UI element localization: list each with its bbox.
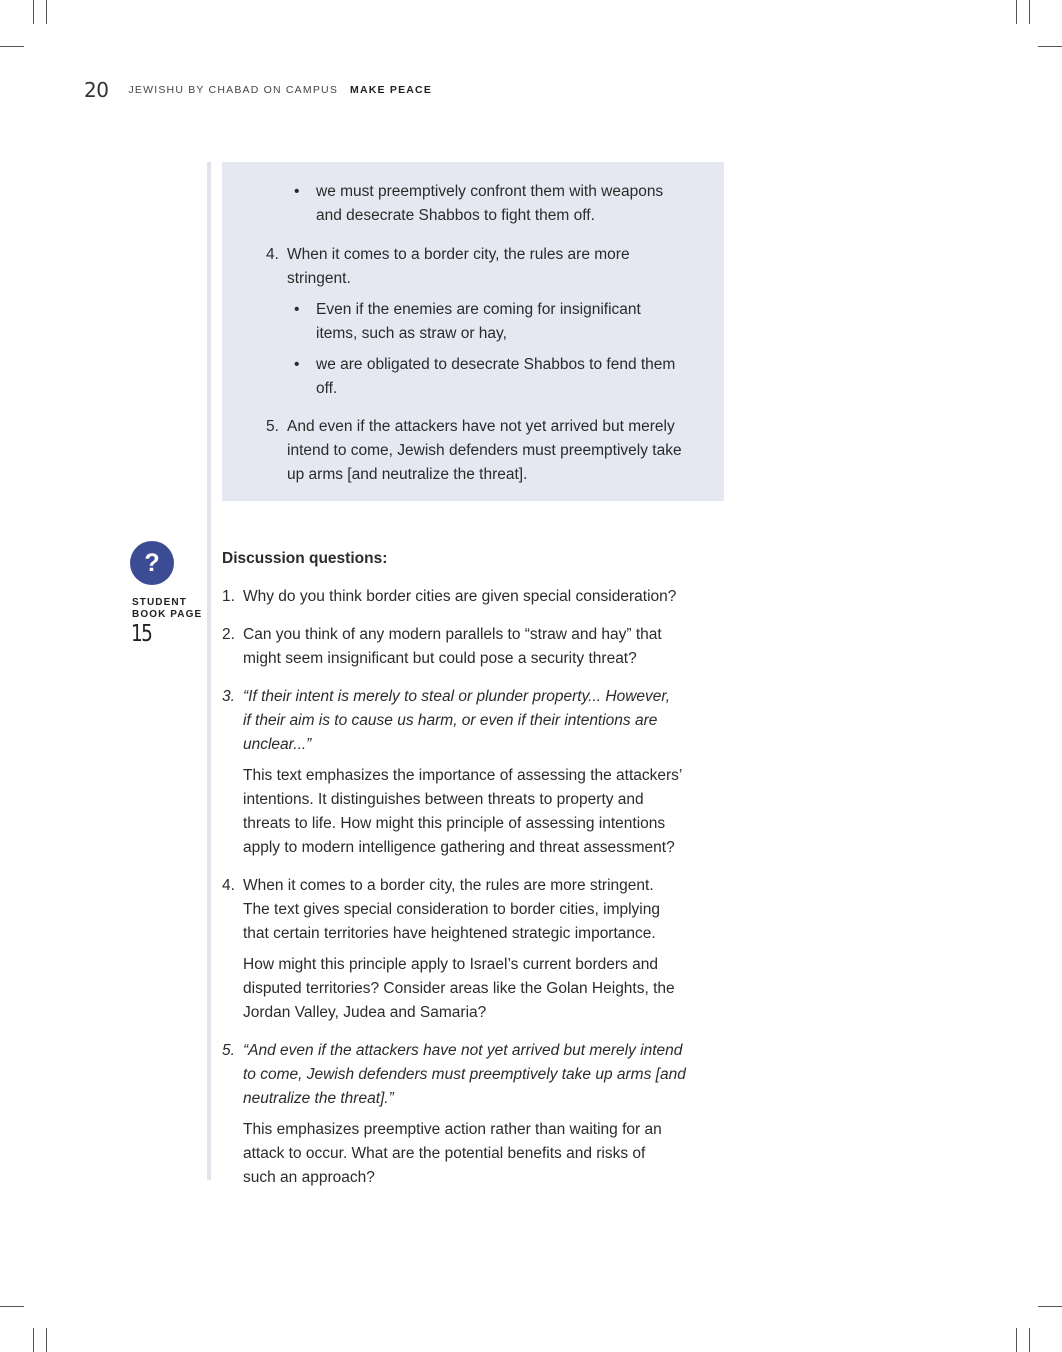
bullet-dot: • (294, 301, 300, 318)
question-4-commentary: How might this principle apply to Israel’s current borders and disputed territories? Consider areas like the Golan Heights, the Jordan Valley, Judea and Samaria? (243, 956, 675, 1021)
crop-mark (1038, 46, 1062, 47)
crop-mark (1029, 1328, 1030, 1352)
crop-mark (0, 46, 24, 47)
question-5: 5. “And even if the attackers have not yet arrived but merely intend to come, Jewish defenders must preemptively take up arms [and neutralize the threat].” (222, 1042, 686, 1107)
crop-mark (33, 0, 34, 24)
chapter-title: MAKE PEACE (350, 84, 433, 96)
page-number: 20 (84, 78, 109, 102)
crop-mark (1038, 1306, 1062, 1307)
bullet-item: • Even if the enemies are coming for insignificant items, such as straw or hay, (244, 298, 702, 346)
question-icon: ? (130, 541, 174, 585)
student-book-page-label: STUDENT BOOK PAGE (132, 597, 203, 620)
margin-rule (207, 162, 211, 1180)
bullet-dot: • (294, 183, 300, 200)
numbered-item: 5. And even if the attackers have not yet arrived but merely intend to come, Jewish defenders must preemptively take up arms [and neutralize the threat]. (266, 418, 682, 483)
crop-mark (1016, 0, 1017, 24)
bullet-item: • we are obligated to desecrate Shabbos to fend them off. (244, 353, 702, 401)
crop-mark (1029, 0, 1030, 24)
crop-mark (1016, 1328, 1017, 1352)
bullet-dot: • (294, 356, 300, 373)
source-text-box (222, 162, 724, 501)
crop-mark (0, 1306, 24, 1307)
question-2: 2. Can you think of any modern parallels to “straw and hay” that might seem insignificant but could pose a security threat? (222, 626, 662, 667)
crop-mark (46, 1328, 47, 1352)
question-3: 3. “If their intent is merely to steal or plunder property... However, if their aim is to cause us harm, or even if their intentions are unclear...” (222, 688, 671, 753)
question-4: 4. When it comes to a border city, the rules are more stringent. The text gives special consideration to border cities, implying that certain territories have heightened strategic importance. (222, 877, 660, 942)
question-1: 1. Why do you think border cities are given special consideration? (222, 588, 677, 605)
series-title: JEWISHU BY CHABAD ON CAMPUS (128, 84, 339, 96)
crop-mark (33, 1328, 34, 1352)
question-3-commentary: This text emphasizes the importance of assessing the attackers’ intentions. It distinguishes between threats to property and threats to life. How might this principle of assessing intentions apply to modern intelligence gathering and threat assessment? (243, 767, 683, 856)
student-book-page-number: 15 (131, 621, 152, 647)
numbered-item: 4. When it comes to a border city, the rules are more stringent. (266, 246, 630, 287)
discussion-questions (222, 547, 730, 1190)
bullet-item: • we must preemptively confront them with weapons and desecrate Shabbos to fight them off. (244, 180, 702, 228)
running-header (84, 79, 432, 101)
crop-mark (46, 0, 47, 24)
question-5-commentary: This emphasizes preemptive action rather than waiting for an attack to occur. What are the potential benefits and risks of such an approach? (243, 1121, 662, 1186)
discussion-heading: Discussion questions: (222, 550, 388, 567)
